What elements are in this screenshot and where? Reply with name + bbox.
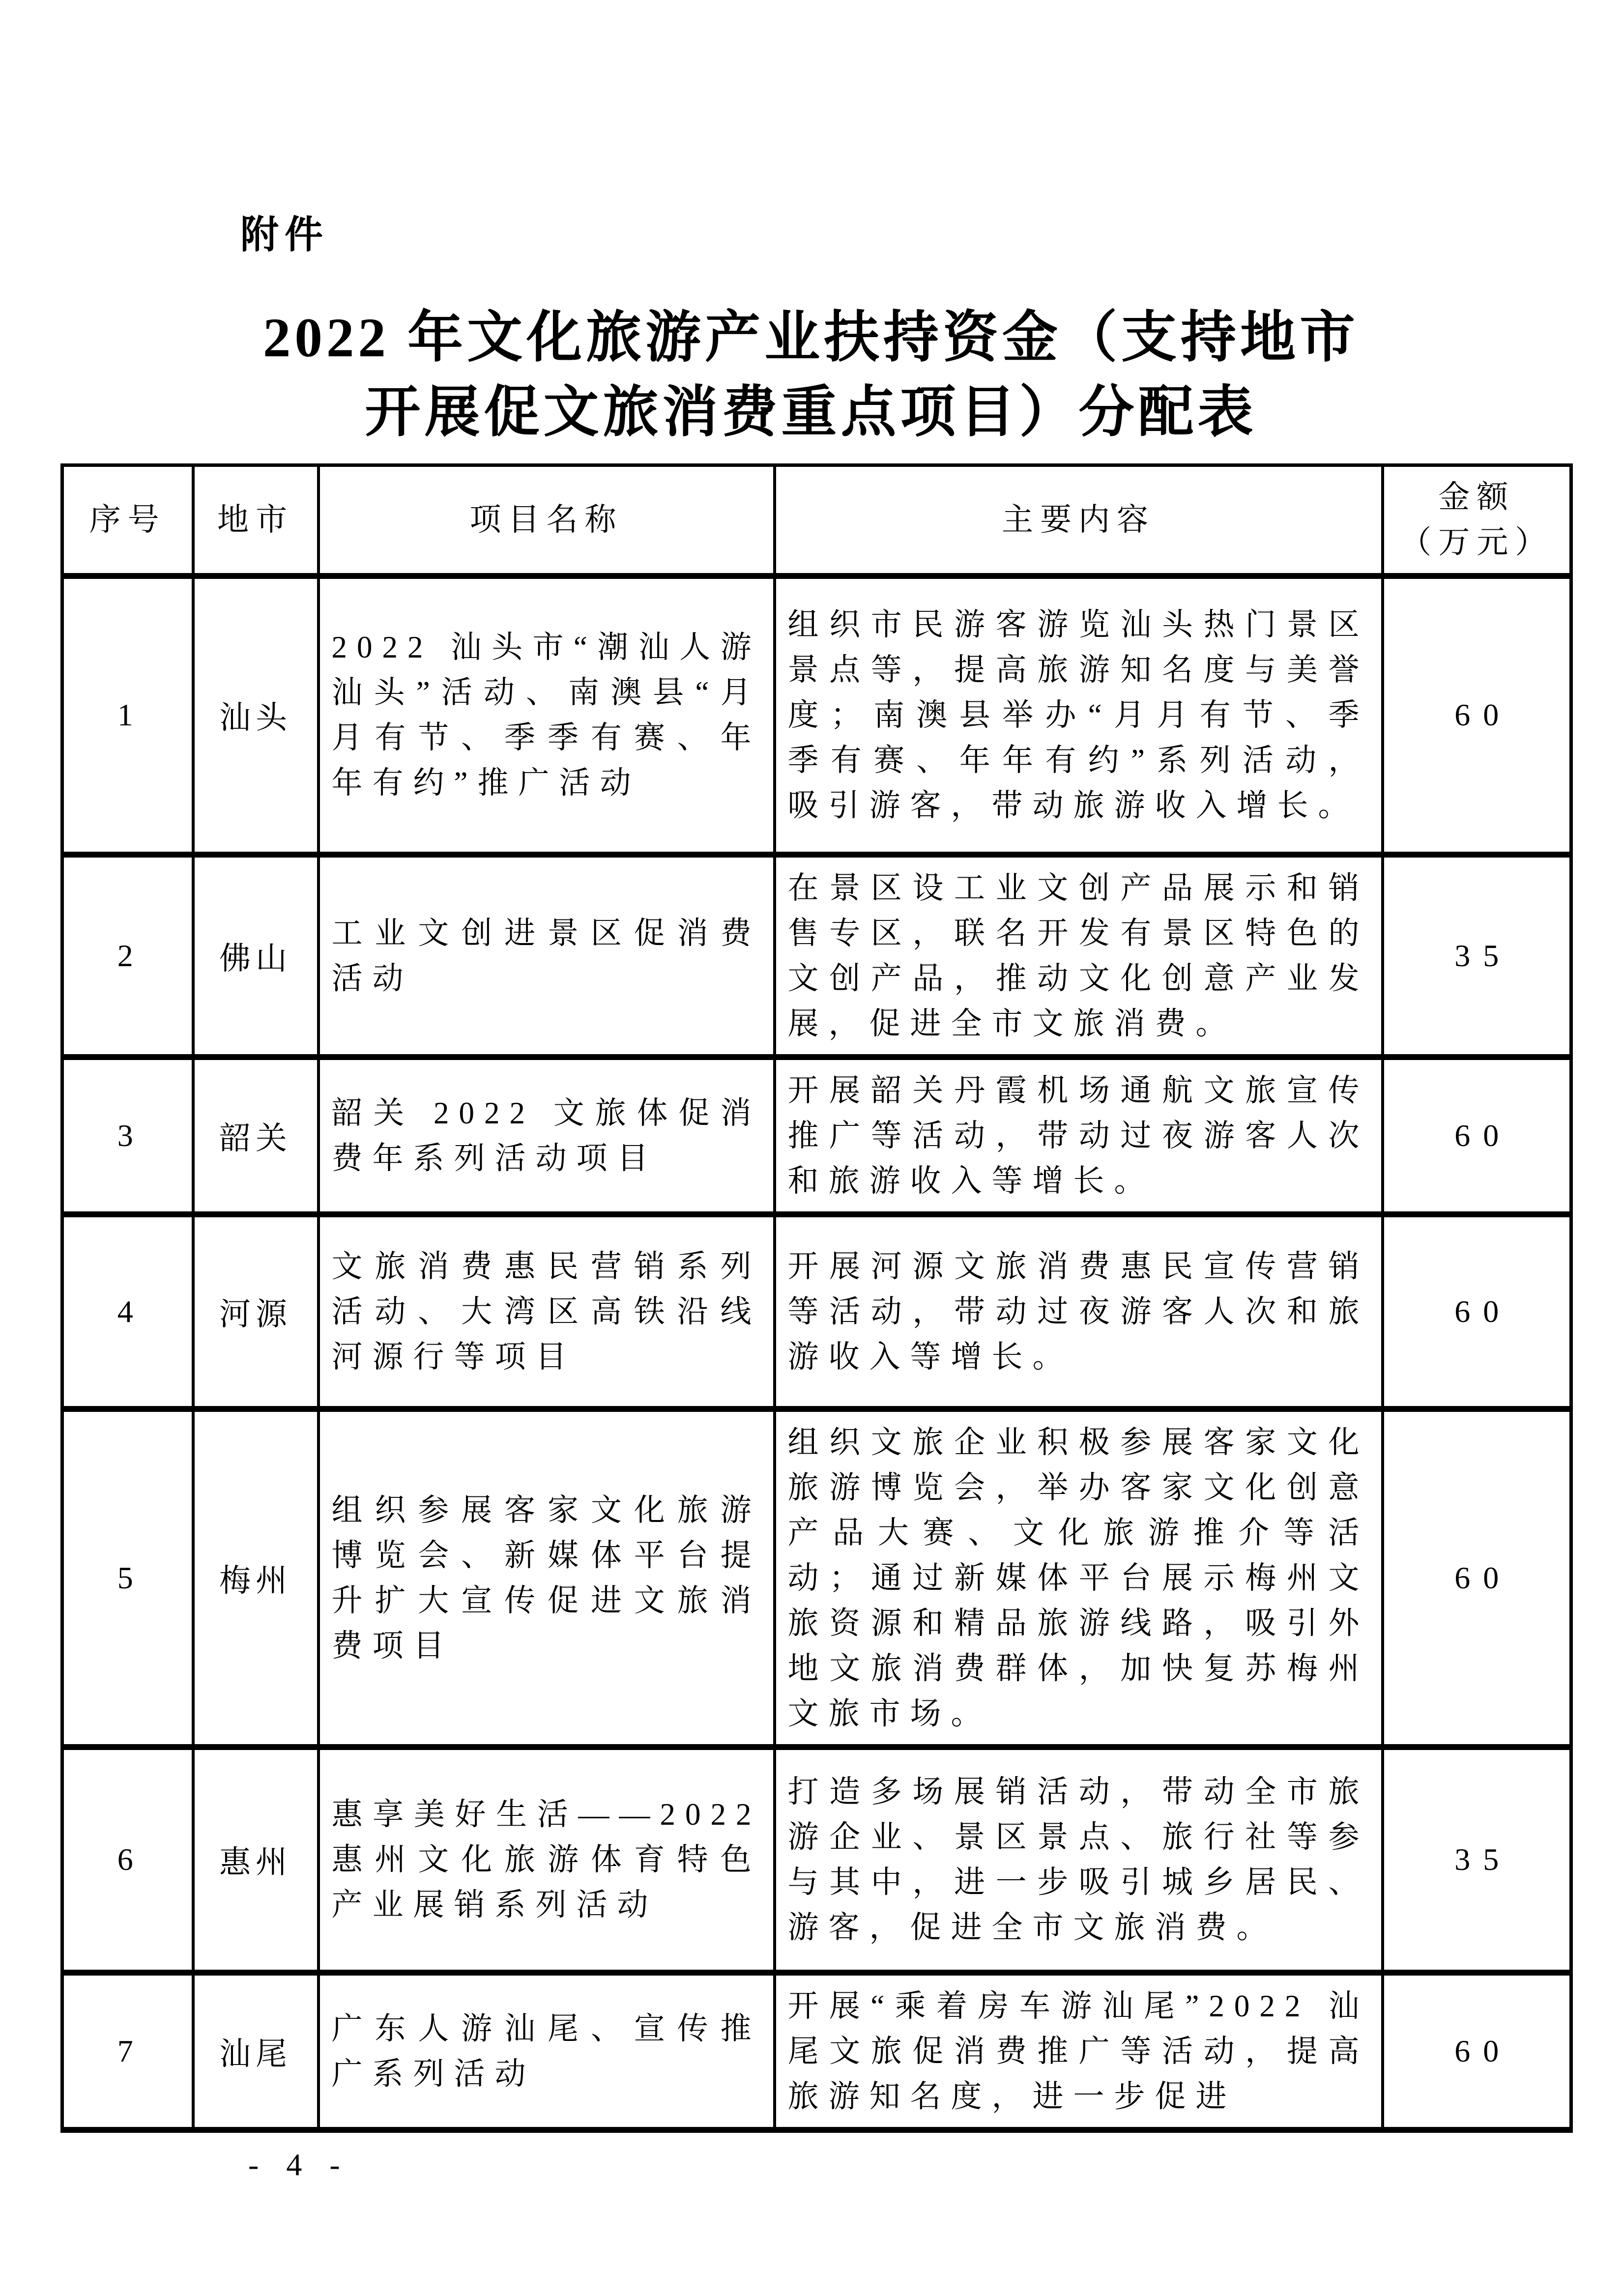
amount-cell: 35 (1383, 1747, 1571, 1973)
header-main-content: 主要内容 (775, 465, 1383, 576)
page-number: - 4 - (248, 2147, 350, 2182)
project-name-cell: 2022 汕头市“潮汕人游汕头”活动、南澳县“月月有节、季季有赛、年年有约”推广活动 (319, 576, 775, 855)
project-name-cell: 文旅消费惠民营销系列活动、大湾区高铁沿线河源行等项目 (319, 1214, 775, 1409)
city-cell: 佛山 (193, 855, 319, 1057)
allocation-table (60, 463, 1573, 2133)
table-row (62, 1214, 1571, 1409)
city-cell: 惠州 (193, 1747, 319, 1973)
header-project-name: 项目名称 (319, 465, 775, 576)
title-line-1: 2022 年文化旅游产业扶持资金（支持地市 (262, 307, 1360, 369)
serial-cell: 4 (62, 1214, 193, 1409)
amount-cell: 35 (1383, 855, 1571, 1057)
project-name-cell: 组织参展客家文化旅游博览会、新媒体平台提升扩大宣传促进文旅消费项目 (319, 1409, 775, 1747)
header-serial: 序号 (62, 465, 193, 576)
amount-cell: 60 (1383, 1057, 1571, 1214)
main-content-cell: 组织文旅企业积极参展客家文化旅游博览会，举办客家文化创意产品大赛、文化旅游推介等活动；通过新媒体平台展示梅州文旅资源和精品旅游线路，吸引外地文旅消费群体，加快复苏梅州文旅市场。 (775, 1409, 1383, 1747)
city-cell: 河源 (193, 1214, 319, 1409)
attachment-label: 附件 (240, 213, 329, 256)
city-cell: 韶关 (193, 1057, 319, 1214)
project-name-cell: 韶关 2022 文旅体促消费年系列活动项目 (319, 1057, 775, 1214)
table-header-row (62, 465, 1571, 576)
table-row (62, 855, 1571, 1057)
main-content-cell: 组织市民游客游览汕头热门景区景点等，提高旅游知名度与美誉度；南澳县举办“月月有节、季季有赛、年年有约”系列活动，吸引游客，带动旅游收入增长。 (775, 576, 1383, 855)
header-amount-label: 金额 (1438, 479, 1515, 515)
table-row (62, 1973, 1571, 2130)
header-city: 地市 (193, 465, 319, 576)
table-row (62, 1057, 1571, 1214)
title-line-2: 开展促文旅消费重点项目）分配表 (365, 382, 1257, 443)
amount-cell: 60 (1383, 1214, 1571, 1409)
serial-cell: 5 (62, 1409, 193, 1747)
serial-cell: 6 (62, 1747, 193, 1973)
project-name-cell: 广东人游汕尾、宣传推广系列活动 (319, 1973, 775, 2130)
serial-cell: 3 (62, 1057, 193, 1214)
serial-cell: 1 (62, 576, 193, 855)
city-cell: 汕尾 (193, 1973, 319, 2130)
main-content-cell: 打造多场展销活动，带动全市旅游企业、景区景点、旅行社等参与其中，进一步吸引城乡居民、游客，促进全市文旅消费。 (775, 1747, 1383, 1973)
header-amount-unit: （万元） (1400, 524, 1554, 560)
amount-cell: 60 (1383, 576, 1571, 855)
main-content-cell: 开展“乘着房车游汕尾”2022 汕尾文旅促消费推广等活动，提高旅游知名度，进一步促进 (775, 1973, 1383, 2130)
city-cell: 梅州 (193, 1409, 319, 1747)
city-cell: 汕头 (193, 576, 319, 855)
main-content-cell: 开展韶关丹霞机场通航文旅宣传推广等活动，带动过夜游客人次和旅游收入等增长。 (775, 1057, 1383, 1214)
main-content-cell: 在景区设工业文创产品展示和销售专区，联名开发有景区特色的文创产品，推动文化创意产业发展，促进全市文旅消费。 (775, 855, 1383, 1057)
serial-cell: 2 (62, 855, 193, 1057)
amount-cell: 60 (1383, 1409, 1571, 1747)
table-row (62, 1747, 1571, 1973)
project-name-cell: 惠享美好生活——2022 惠州文化旅游体育特色产业展销系列活动 (319, 1747, 775, 1973)
serial-cell: 7 (62, 1973, 193, 2130)
document-title (0, 301, 1622, 450)
header-amount (1383, 465, 1571, 576)
table-row (62, 1409, 1571, 1747)
project-name-cell: 工业文创进景区促消费活动 (319, 855, 775, 1057)
table-row (62, 576, 1571, 855)
amount-cell: 60 (1383, 1973, 1571, 2130)
main-content-cell: 开展河源文旅消费惠民宣传营销等活动，带动过夜游客人次和旅游收入等增长。 (775, 1214, 1383, 1409)
